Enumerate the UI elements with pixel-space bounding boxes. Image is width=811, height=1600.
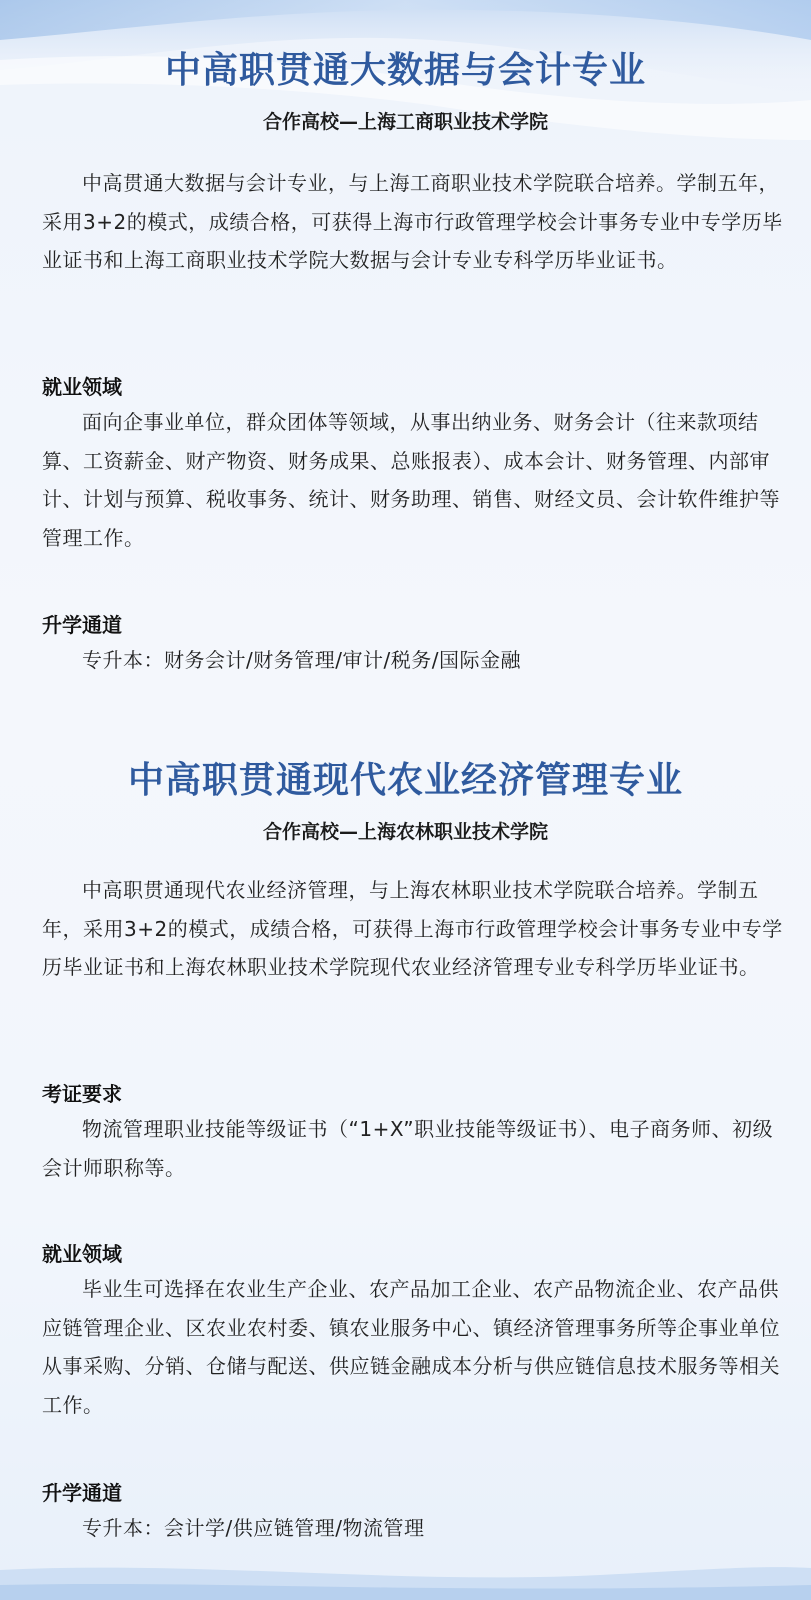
certification-text: 物流管理职业技能等级证书（“1+X”职业技能等级证书）、电子商务师、初级会计师职称等。 bbox=[42, 1117, 774, 1180]
further-study-heading: 升学通道 bbox=[42, 613, 122, 637]
employment-heading: 就业领域 bbox=[42, 375, 122, 399]
program-intro: 中高贯通大数据与会计专业，与上海工商职业技术学院联合培养。学制五年，采用3+2的模式，成绩合格，可获得上海市行政管理学校会计事务专业中专学历毕业证书和上海工商职业技术学院大数据与会计专业专科学历毕业证书。 bbox=[42, 171, 783, 272]
further-study-heading: 升学通道 bbox=[42, 1481, 122, 1505]
employment-text: 面向企事业单位，群众团体等领域，从事出纳业务、财务会计（往来款项结算、工资薪金、财产物资、财务成果、总账报表）、成本会计、财务管理、内部审计、计划与预算、税收事务、统计、财务助理、销售、财经文员、会计软件维护等管理工作。 bbox=[42, 410, 780, 550]
program-title: 中高职贯通现代农业经济管理专业 bbox=[127, 759, 683, 801]
employment-text: 毕业生可选择在农业生产企业、农产品加工企业、农产品物流企业、农产品供应链管理企业、区农业农村委、镇农业服务中心、镇经济管理事务所等企事业单位从事采购、分销、仓储与配送、供应链金融成本分析与供应链信息技术服务等相关工作。 bbox=[42, 1277, 780, 1417]
partner-college: 合作高校—上海工商职业技术学院 bbox=[262, 111, 548, 133]
further-study-text: 专升本：财务会计/财务管理/审计/税务/国际金融 bbox=[82, 648, 521, 672]
certification-heading: 考证要求 bbox=[42, 1082, 122, 1106]
program-intro: 中高职贯通现代农业经济管理，与上海农林职业技术学院联合培养。学制五年，采用3+2的模式，成绩合格，可获得上海市行政管理学校会计事务专业中专学历毕业证书和上海农林职业技术学院现代农业经济管理专业专科学历毕业证书。 bbox=[42, 878, 783, 979]
employment-heading: 就业领域 bbox=[42, 1242, 122, 1266]
further-study-text: 专升本：会计学/供应链管理/物流管理 bbox=[82, 1516, 425, 1540]
partner-college: 合作高校—上海农林职业技术学院 bbox=[262, 821, 548, 843]
program-title: 中高职贯通大数据与会计专业 bbox=[164, 49, 646, 91]
